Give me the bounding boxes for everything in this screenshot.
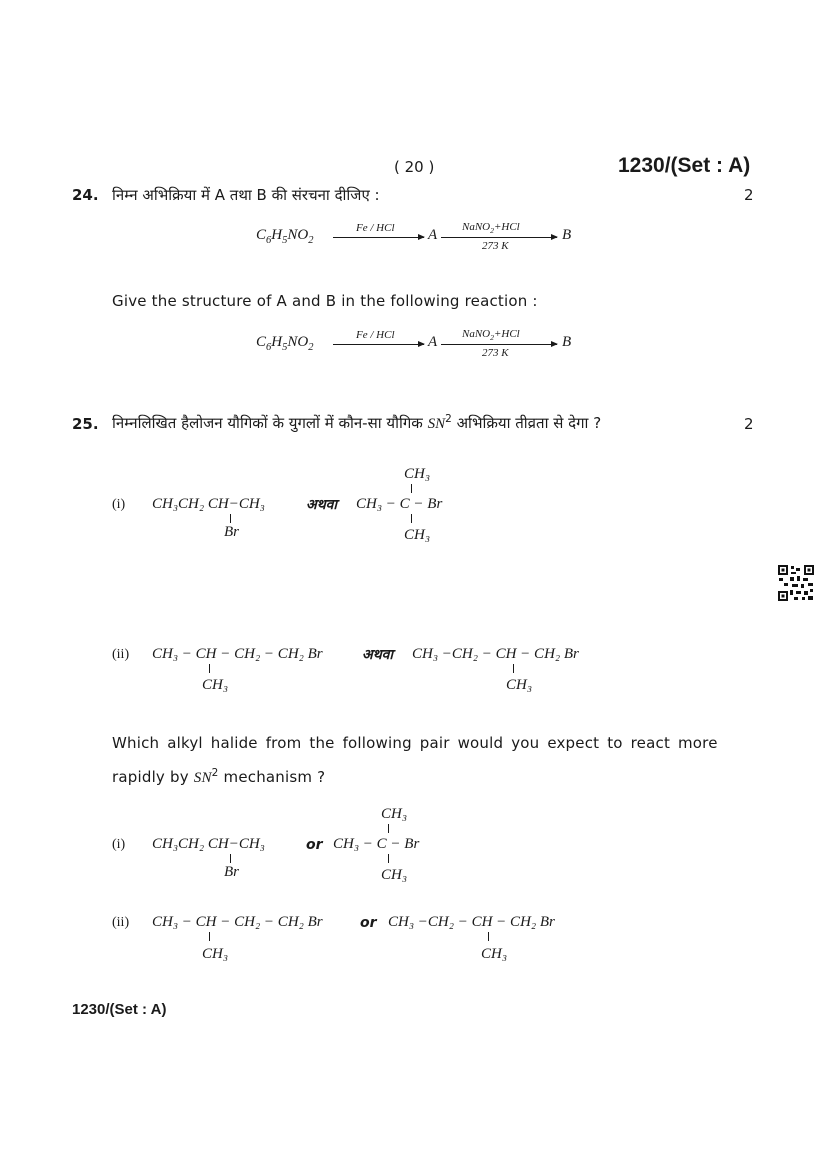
reagent-fe-hcl: Fe / HCl xyxy=(356,329,395,341)
question-24-english: Give the structure of A and B in the following reaction : xyxy=(112,292,538,310)
reagent-temperature: 273 K xyxy=(482,240,509,252)
reaction-arrow-2 xyxy=(441,344,557,345)
branch-ch3-bottom: CH₃ xyxy=(381,867,408,883)
bond-line xyxy=(230,514,231,523)
branch-ch3-top: CH₃ xyxy=(381,806,408,822)
question-25-english-line1: Which alkyl halide from the following pair would you expect to react more xyxy=(112,734,718,752)
joiner-athva: अथवा xyxy=(306,497,338,513)
compound-tert-butyl-bromide: CH₃ − C − Br xyxy=(333,836,420,852)
product-a: A xyxy=(428,334,438,350)
bond-line xyxy=(209,932,210,941)
compound-1-bromo-3-methylbutane: CH₃ − CH − CH₂ − CH₂ Br xyxy=(152,646,323,662)
branch-ch3: CH₃ xyxy=(481,946,508,962)
part-label: (i) xyxy=(112,497,126,512)
bond-line xyxy=(209,664,210,673)
bond-line xyxy=(513,664,514,673)
joiner-or: or xyxy=(306,837,323,853)
question-24-hindi: निम्न अभिक्रिया में A तथा B की संरचना दीजिए : xyxy=(112,186,380,204)
compound-1-bromo-2-methylbutane: CH₃ −CH₂ − CH − CH₂ Br xyxy=(388,914,555,930)
bond-line xyxy=(388,824,389,833)
bond-line xyxy=(230,854,231,863)
bond-line xyxy=(411,484,412,493)
bond-line xyxy=(411,514,412,523)
reagent-fe-hcl: Fe / HCl xyxy=(356,222,395,234)
part-label: (i) xyxy=(112,837,126,852)
page-number: ( 20 ) xyxy=(394,158,435,176)
reactant-nitrobenzene: $C_6H_5NO_2$ xyxy=(256,227,314,246)
set-code-header: 1230/(Set : A) xyxy=(618,154,751,177)
question-24-number: 24. xyxy=(72,186,99,204)
part-label: (ii) xyxy=(112,647,130,662)
reagent-temperature: 273 K xyxy=(482,347,509,359)
bond-line xyxy=(488,932,489,941)
set-code-footer: 1230/(Set : A) xyxy=(72,1001,167,1018)
product-a: A xyxy=(428,227,438,243)
branch-ch3: CH₃ xyxy=(202,946,229,962)
reaction-arrow-1 xyxy=(333,344,424,345)
branch-ch3-bottom: CH₃ xyxy=(404,527,431,543)
reactant-nitrobenzene: $C_6H_5NO_2$ xyxy=(256,334,314,353)
question-25-english-line2: rapidly by $SN^2$ mechanism ? xyxy=(112,767,326,786)
branch-ch3-top: CH₃ xyxy=(404,466,431,482)
joiner-or: or xyxy=(360,915,377,931)
compound-1-bromo-3-methylbutane: CH₃ − CH − CH₂ − CH₂ Br xyxy=(152,914,323,930)
branch-br: Br xyxy=(224,864,239,880)
compound-tert-butyl-bromide: CH₃ − C − Br xyxy=(356,496,443,512)
product-b: B xyxy=(562,227,572,243)
part-label: (ii) xyxy=(112,915,130,930)
compound-2-bromobutane: CH₃CH₂ CH−CH₃ xyxy=(152,836,265,852)
branch-ch3: CH₃ xyxy=(202,677,229,693)
compound-1-bromo-2-methylbutane: CH₃ −CH₂ − CH − CH₂ Br xyxy=(412,646,579,662)
branch-ch3: CH₃ xyxy=(506,677,533,693)
question-25-hindi: निम्नलिखित हैलोजन यौगिकों के युगलों में कौन-सा यौगिक $SN^2$ अभिक्रिया तीव्रता से देगा ? xyxy=(112,413,602,432)
branch-br: Br xyxy=(224,524,239,540)
joiner-athva: अथवा xyxy=(362,647,394,663)
reagent-nano2-hcl: NaNO$_2$+HCl xyxy=(462,328,520,343)
qr-code-icon xyxy=(777,564,815,602)
question-24-marks: 2 xyxy=(744,186,754,204)
question-25-marks: 2 xyxy=(744,415,754,433)
reaction-arrow-2 xyxy=(441,237,557,238)
reaction-arrow-1 xyxy=(333,237,424,238)
reagent-nano2-hcl: NaNO$_2$+HCl xyxy=(462,221,520,236)
compound-2-bromobutane: CH₃CH₂ CH−CH₃ xyxy=(152,496,265,512)
question-25-number: 25. xyxy=(72,415,99,433)
bond-line xyxy=(388,854,389,863)
product-b: B xyxy=(562,334,572,350)
